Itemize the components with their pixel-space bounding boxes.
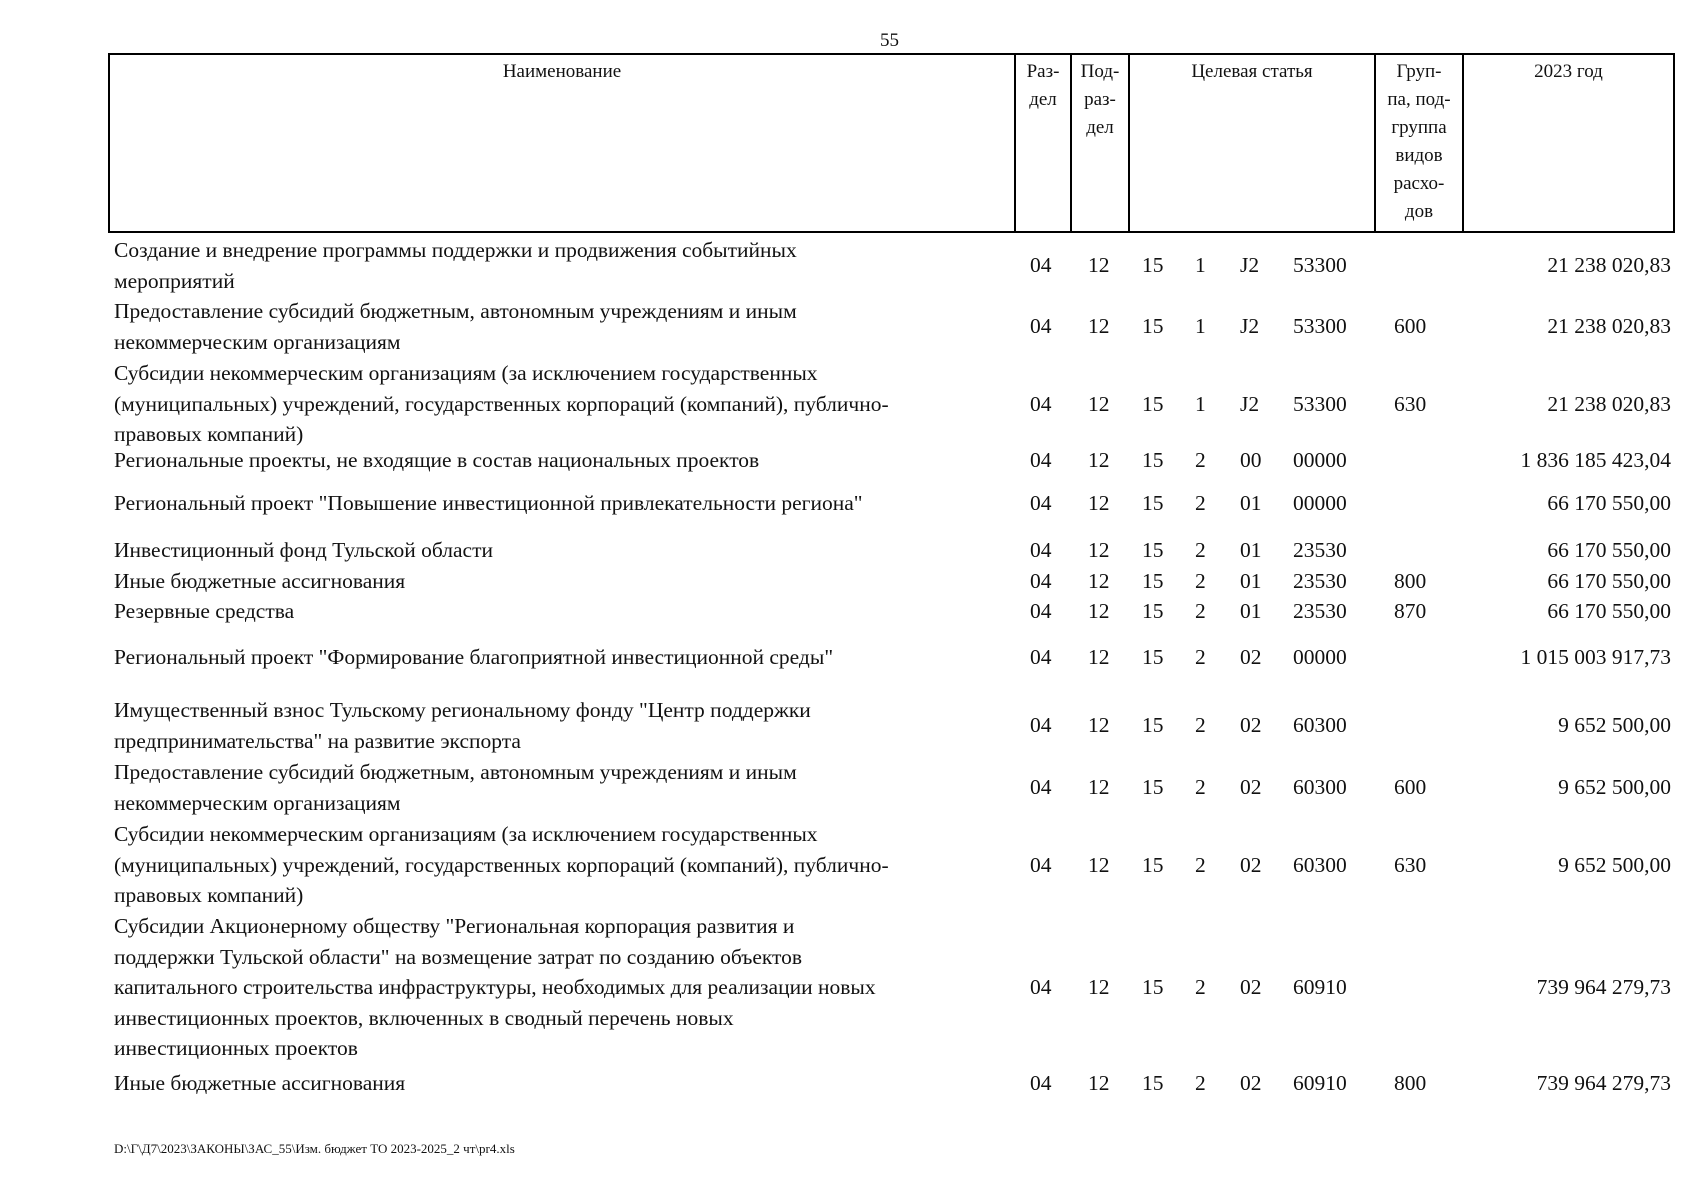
row-name-line: Субсидии некоммерческим организациям (за исключением государственных <box>114 822 818 846</box>
table-row <box>0 296 1697 357</box>
row-name-line: Иные бюджетные ассигнования <box>114 569 406 593</box>
row-target-direction: 60300 <box>1293 775 1347 800</box>
row-name <box>114 695 1014 756</box>
row-razdel: 04 <box>1030 448 1052 472</box>
row-target-project: 02 <box>1240 852 1262 877</box>
row-target-program: 15 <box>1142 448 1164 472</box>
row-target-program: 15 <box>1142 491 1164 515</box>
row-razdel: 04 <box>1030 538 1052 562</box>
row-podrazdel: 12 <box>1088 391 1110 416</box>
row-expense-group: 870 <box>1394 599 1427 623</box>
row-amount: 66 170 550,00 <box>1547 538 1671 562</box>
row-expense-group: 600 <box>1394 775 1427 800</box>
row-target-project: 02 <box>1240 975 1262 999</box>
row-target-subprogram: 2 <box>1195 1071 1206 1095</box>
row-target-project: 01 <box>1240 569 1262 593</box>
row-target-direction: 60910 <box>1293 975 1347 999</box>
row-razdel: 04 <box>1030 314 1052 339</box>
row-name <box>114 535 1014 566</box>
row-name <box>114 445 1014 476</box>
row-podrazdel: 12 <box>1088 448 1110 472</box>
table-row <box>0 911 1697 1064</box>
row-expense-group: 630 <box>1394 391 1427 416</box>
header-target: Целевая статья <box>1191 61 1313 82</box>
table-row <box>0 695 1697 756</box>
row-name <box>114 757 1014 818</box>
row-target-program: 15 <box>1142 975 1164 999</box>
row-target-program: 15 <box>1142 253 1164 278</box>
row-name-line: Иные бюджетные ассигнования <box>114 1071 406 1095</box>
row-target-direction: 23530 <box>1293 538 1347 562</box>
row-podrazdel: 12 <box>1088 645 1110 669</box>
file-path-footer: D:\Г\Д7\2023\ЗАКОНЫ\ЗАС_55\Изм. бюджет ТО 2023-2025_2 чт\pr4.xls <box>114 1141 515 1156</box>
table-row <box>0 819 1697 911</box>
header-group-line: расхо- <box>1393 173 1445 194</box>
row-name-line: Резервные средства <box>114 599 295 623</box>
header-group-line: па, под- <box>1387 89 1451 110</box>
row-name-line: Предоставление субсидий бюджетным, автономным учреждениям и иным <box>114 299 797 323</box>
row-podrazdel: 12 <box>1088 599 1110 623</box>
row-amount: 9 652 500,00 <box>1558 713 1671 738</box>
table-row <box>0 642 1697 673</box>
row-expense-group: 800 <box>1394 569 1427 593</box>
table-row <box>0 488 1697 519</box>
row-name-line: Региональный проект "Формирование благоприятной инвестиционной среды" <box>114 645 834 669</box>
row-name <box>114 911 1014 1064</box>
row-razdel: 04 <box>1030 713 1052 738</box>
row-razdel: 04 <box>1030 775 1052 800</box>
row-target-project: J2 <box>1240 391 1260 416</box>
row-target-direction: 60300 <box>1293 713 1347 738</box>
row-target-program: 15 <box>1142 775 1164 800</box>
row-razdel: 04 <box>1030 391 1052 416</box>
table-row <box>0 596 1697 627</box>
row-name <box>114 596 1014 627</box>
row-target-project: 02 <box>1240 645 1262 669</box>
row-podrazdel: 12 <box>1088 775 1110 800</box>
row-name-line: инвестиционных проектов <box>114 1036 358 1060</box>
header-group-line: группа <box>1391 117 1447 138</box>
row-amount: 21 238 020,83 <box>1547 253 1671 278</box>
table-row <box>0 757 1697 818</box>
row-target-project: 02 <box>1240 775 1262 800</box>
row-target-project: 01 <box>1240 491 1262 515</box>
row-razdel: 04 <box>1030 852 1052 877</box>
row-razdel: 04 <box>1030 491 1052 515</box>
header-group-line: дов <box>1404 201 1434 222</box>
row-target-direction: 00000 <box>1293 645 1347 669</box>
row-target-direction: 53300 <box>1293 253 1347 278</box>
row-name <box>114 235 1014 296</box>
row-podrazdel: 12 <box>1088 569 1110 593</box>
row-name-line: Предоставление субсидий бюджетным, автономным учреждениям и иным <box>114 760 797 784</box>
row-target-direction: 23530 <box>1293 599 1347 623</box>
row-name-line: Имущественный взнос Тульскому региональному фонду "Центр поддержки <box>114 698 811 722</box>
row-podrazdel: 12 <box>1088 491 1110 515</box>
row-razdel: 04 <box>1030 1071 1052 1095</box>
row-podrazdel: 12 <box>1088 975 1110 999</box>
row-razdel: 04 <box>1030 975 1052 999</box>
row-amount: 9 652 500,00 <box>1558 775 1671 800</box>
row-amount: 66 170 550,00 <box>1547 599 1671 623</box>
row-amount: 66 170 550,00 <box>1547 491 1671 515</box>
row-name-line: поддержки Тульской области" на возмещение затрат по созданию объектов <box>114 944 803 969</box>
row-target-project: 01 <box>1240 538 1262 562</box>
row-target-subprogram: 2 <box>1195 975 1206 999</box>
header-name: Наименование <box>502 61 622 82</box>
row-name-line: Инвестиционный фонд Тульской области <box>114 538 493 562</box>
header-razdel-line: дел <box>1029 89 1057 110</box>
row-name-line: мероприятий <box>114 268 235 293</box>
row-target-project: 01 <box>1240 599 1262 623</box>
row-name-line: Создание и внедрение программы поддержки и продвижения событийных <box>114 238 797 262</box>
row-name-line: некоммерческим организациям <box>114 790 401 815</box>
row-amount: 739 964 279,73 <box>1536 1071 1671 1095</box>
row-name-line: Субсидии некоммерческим организациям (за исключением государственных <box>114 361 818 385</box>
row-target-project: 02 <box>1240 713 1262 738</box>
row-expense-group: 600 <box>1394 314 1427 339</box>
row-target-direction: 53300 <box>1293 391 1347 416</box>
row-target-subprogram: 2 <box>1195 645 1206 669</box>
row-razdel: 04 <box>1030 253 1052 278</box>
row-expense-group: 630 <box>1394 852 1427 877</box>
row-target-program: 15 <box>1142 538 1164 562</box>
row-name <box>114 642 1014 673</box>
table-row <box>0 566 1697 597</box>
page-number: 55 <box>880 30 899 51</box>
row-name-line: Субсидии Акционерному обществу "Региональная корпорация развития и <box>114 914 795 938</box>
row-target-subprogram: 2 <box>1195 569 1206 593</box>
row-amount: 66 170 550,00 <box>1547 569 1671 593</box>
row-target-project: 00 <box>1240 448 1262 472</box>
row-name-line: предпринимательства" на развитие экспорта <box>114 728 521 753</box>
row-name-line: некоммерческим организациям <box>114 329 401 354</box>
row-podrazdel: 12 <box>1088 538 1110 562</box>
row-razdel: 04 <box>1030 569 1052 593</box>
row-target-program: 15 <box>1142 569 1164 593</box>
row-name-line: (муниципальных) учреждений, государственных корпораций (компаний), публично- <box>114 391 889 416</box>
row-target-project: J2 <box>1240 253 1260 278</box>
row-name-line: инвестиционных проектов, включенных в сводный перечень новых <box>114 1005 734 1030</box>
row-target-direction: 00000 <box>1293 448 1347 472</box>
row-razdel: 04 <box>1030 599 1052 623</box>
row-name <box>114 358 1014 450</box>
header-podrazdel-line: дел <box>1086 117 1114 138</box>
row-name <box>114 819 1014 911</box>
row-target-subprogram: 1 <box>1195 314 1206 339</box>
row-podrazdel: 12 <box>1088 314 1110 339</box>
row-amount: 21 238 020,83 <box>1547 314 1671 339</box>
header-podrazdel-line: раз- <box>1084 89 1116 110</box>
row-target-subprogram: 2 <box>1195 448 1206 472</box>
row-amount: 739 964 279,73 <box>1536 975 1671 999</box>
row-name-line: Региональный проект "Повышение инвестиционной привлекательности региона" <box>114 491 863 515</box>
row-target-program: 15 <box>1142 645 1164 669</box>
row-razdel: 04 <box>1030 645 1052 669</box>
row-name-line: правовых компаний) <box>114 883 304 907</box>
row-target-subprogram: 1 <box>1195 253 1206 278</box>
header-razdel-line: Раз- <box>1026 61 1060 82</box>
row-target-project: 02 <box>1240 1071 1262 1095</box>
row-target-direction: 60300 <box>1293 852 1347 877</box>
header-group-line: Груп- <box>1396 61 1442 82</box>
row-target-subprogram: 2 <box>1195 775 1206 800</box>
row-target-direction: 23530 <box>1293 569 1347 593</box>
row-target-program: 15 <box>1142 314 1164 339</box>
row-expense-group: 800 <box>1394 1071 1427 1095</box>
row-name-line: капитального строительства инфраструктуры, необходимых для реализации новых <box>114 975 876 999</box>
row-target-subprogram: 2 <box>1195 491 1206 515</box>
row-target-direction: 53300 <box>1293 314 1347 339</box>
header-year: 2023 год <box>1534 61 1603 82</box>
row-target-program: 15 <box>1142 599 1164 623</box>
table-row <box>0 235 1697 296</box>
table-row <box>0 535 1697 566</box>
header-podrazdel-line: Под- <box>1080 61 1120 82</box>
row-amount: 21 238 020,83 <box>1547 391 1671 416</box>
row-target-direction: 60910 <box>1293 1071 1347 1095</box>
row-target-subprogram: 2 <box>1195 713 1206 738</box>
row-podrazdel: 12 <box>1088 1071 1110 1095</box>
row-amount: 1 015 003 917,73 <box>1520 645 1671 669</box>
row-target-program: 15 <box>1142 713 1164 738</box>
row-target-program: 15 <box>1142 852 1164 877</box>
row-podrazdel: 12 <box>1088 852 1110 877</box>
row-target-direction: 00000 <box>1293 491 1347 515</box>
table-row <box>0 358 1697 450</box>
row-name-line: (муниципальных) учреждений, государственных корпораций (компаний), публично- <box>114 852 889 877</box>
row-podrazdel: 12 <box>1088 713 1110 738</box>
table-row <box>0 1068 1697 1099</box>
row-podrazdel: 12 <box>1088 253 1110 278</box>
row-name-line: Региональные проекты, не входящие в состав национальных проектов <box>114 448 760 472</box>
row-target-program: 15 <box>1142 1071 1164 1095</box>
header-group-line: видов <box>1395 145 1443 166</box>
row-target-subprogram: 2 <box>1195 852 1206 877</box>
row-target-project: J2 <box>1240 314 1260 339</box>
row-name <box>114 566 1014 597</box>
row-target-program: 15 <box>1142 391 1164 416</box>
row-target-subprogram: 2 <box>1195 538 1206 562</box>
row-amount: 9 652 500,00 <box>1558 852 1671 877</box>
table-row <box>0 445 1697 476</box>
row-target-subprogram: 2 <box>1195 599 1206 623</box>
row-name-line: правовых компаний) <box>114 422 304 446</box>
row-name <box>114 488 1014 519</box>
row-amount: 1 836 185 423,04 <box>1520 448 1671 472</box>
row-target-subprogram: 1 <box>1195 391 1206 416</box>
row-name <box>114 1068 1014 1099</box>
row-name <box>114 296 1014 357</box>
